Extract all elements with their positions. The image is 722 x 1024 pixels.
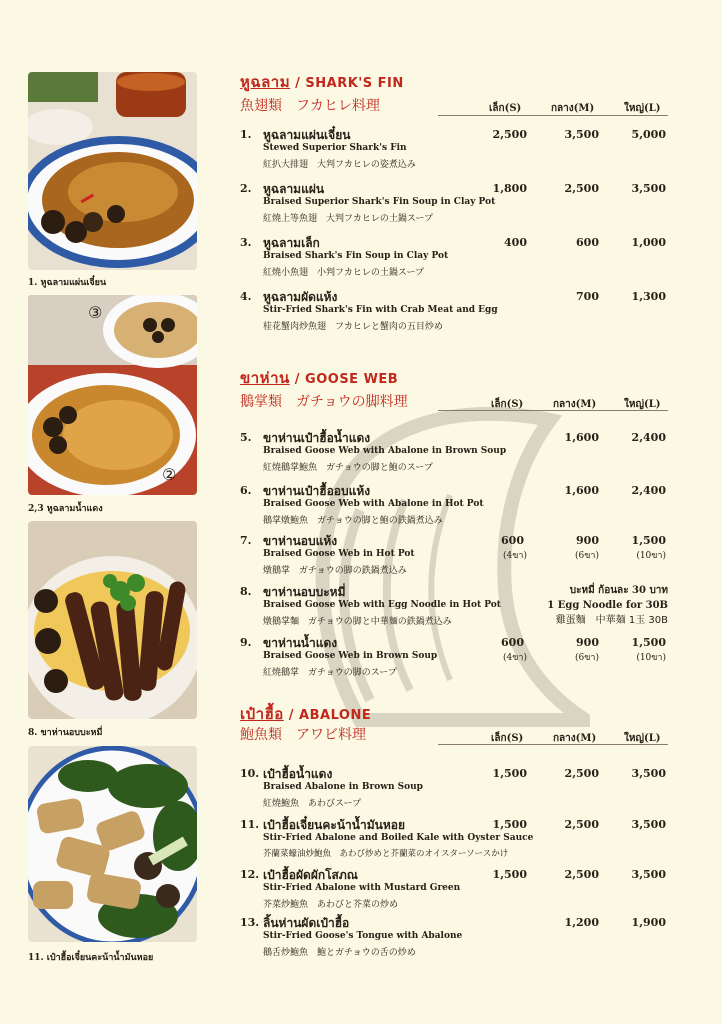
item-name-en: Braised Shark's Fin Soup in Clay Pot	[263, 251, 449, 261]
item-number: 10.	[240, 767, 260, 780]
photo-abalone-kale	[28, 746, 197, 942]
photo-caption: 11. เป๋าฮื้อเจี๋ยนคะน้าน้ำมันหอย	[28, 953, 154, 963]
price-medium: 700	[576, 290, 599, 303]
price-large: 1,500	[631, 534, 666, 547]
price-medium: 2,500	[564, 868, 599, 881]
column-large: ใหญ่(L)	[624, 399, 661, 410]
section-title-en: / SHARK'S FIN	[290, 76, 404, 91]
price-large: 1,000	[631, 236, 666, 249]
price-small: 1,500	[492, 868, 527, 881]
item-number: 13.	[240, 916, 260, 929]
section-title-abalone	[240, 702, 371, 726]
item-name-cn: 紅燒上等魚翅 大判フカヒレの土鍋スープ	[263, 214, 434, 224]
price-large: 2,400	[631, 431, 666, 444]
noodle-note-th: บะหมี่ ก้อนละ 30 บาท	[569, 585, 668, 596]
column-small: เล็ก(S)	[491, 399, 524, 410]
section-subtitle: 鮑魚類 アワビ料理	[240, 727, 366, 743]
item-number: 9.	[240, 636, 252, 649]
item-name-cn: 紅燒鮑魚 あわびスープ	[263, 799, 362, 809]
item-name-th: หูฉลามแผ่นเจี๋ยน	[263, 128, 351, 142]
pieces-medium: (6ขา)	[575, 653, 599, 663]
item-name-cn: 燉鵝掌 ガチョウの脚の鉄鍋煮込み	[263, 566, 407, 576]
pieces-medium: (6ขา)	[575, 551, 599, 561]
item-name-cn: 紅扒大排翅 大判フカヒレの姿煮込み	[263, 160, 416, 170]
item-name-th: ลิ้นห่านผัดเป๋าฮื้อ	[263, 916, 350, 930]
column-large: ใหญ่(L)	[624, 103, 661, 114]
column-small: เล็ก(S)	[489, 103, 522, 114]
item-number: 3.	[240, 236, 252, 249]
photo-caption: 1. หูฉลามแผ่นเจี๋ยน	[28, 278, 107, 288]
item-name-th: เป๋าฮื้อน้ำแดง	[263, 767, 333, 781]
item-number: 2.	[240, 182, 252, 195]
section-title-en: / ABALONE	[283, 708, 372, 723]
item-name-th: เป๋าฮื้อเจี๋ยนคะน้าน้ำมันหอย	[263, 818, 405, 832]
section-title-goose-web	[240, 366, 398, 390]
photo-stewed-sharks-fin	[28, 72, 197, 270]
price-large: 3,500	[631, 182, 666, 195]
item-name-cn: 鵝舌炒鮑魚 鮑とガチョウの舌の炒め	[263, 948, 416, 958]
item-name-cn: 燉鵝掌麵 ガチョウの脚と中華麺の鉄鍋煮込み	[263, 617, 452, 627]
price-medium: 2,500	[564, 767, 599, 780]
price-large: 3,500	[631, 767, 666, 780]
section-title-th: ขาห่าน	[240, 369, 290, 387]
pieces-small: (4ขา)	[503, 551, 527, 561]
item-name-en: Stir-Fried Abalone and Boiled Kale with Oyster Sauce	[263, 833, 534, 843]
price-large: 3,500	[631, 868, 666, 881]
item-name-cn: 紅燒鵝掌鮑魚 ガチョウの脚と鮑のスープ	[263, 463, 433, 473]
price-medium: 900	[576, 534, 599, 547]
item-name-th: หูฉลามแผ่น	[263, 182, 325, 196]
item-name-cn: 芥蘭菜蠔油炒鮑魚 あわび炒めと芥蘭菜のオイスターソースかけ	[263, 849, 509, 859]
item-number: 5.	[240, 431, 252, 444]
item-number: 11.	[240, 818, 260, 831]
item-number: 6.	[240, 484, 252, 497]
price-medium: 1,600	[564, 484, 599, 497]
pieces-large: (10ขา)	[636, 551, 666, 561]
price-large: 1,900	[631, 916, 666, 929]
item-name-en: Stir-Fried Shark's Fin with Crab Meat and Egg	[263, 305, 498, 315]
price-small: 600	[501, 636, 524, 649]
pieces-large: (10ขา)	[636, 653, 666, 663]
price-large: 1,500	[631, 636, 666, 649]
item-name-cn: 芥菜炒鮑魚 あわびと芥菜の炒め	[263, 900, 399, 910]
price-medium: 2,500	[564, 818, 599, 831]
section-title-th: หูฉลาม	[240, 73, 291, 91]
column-large: ใหญ่(L)	[624, 733, 661, 744]
item-name-en: Braised Goose Web with Abalone in Brown Soup	[263, 446, 507, 456]
noodle-note-en: 1 Egg Noodle for 30B	[547, 600, 668, 611]
item-name-en: Braised Abalone in Brown Soup	[263, 782, 423, 792]
photo-goose-web-noodle	[28, 521, 197, 719]
item-name-en: Stir-Fried Abalone with Mustard Green	[263, 883, 461, 893]
price-small: 1,800	[492, 182, 527, 195]
column-medium: กลาง(M)	[551, 103, 595, 114]
price-large: 2,400	[631, 484, 666, 497]
item-number: 1.	[240, 128, 252, 141]
marker-2: ②	[162, 465, 177, 484]
item-name-th: ขาห่านอบบะหมี่	[263, 585, 346, 599]
price-small: 400	[504, 236, 527, 249]
section-title-en: / GOOSE WEB	[289, 372, 399, 387]
noodle-addon-note	[540, 583, 668, 628]
sharks-fin-dish-image	[28, 72, 197, 270]
item-number: 4.	[240, 290, 252, 303]
photo-sharks-fin-soup	[28, 295, 197, 495]
price-medium: 3,500	[564, 128, 599, 141]
price-medium: 600	[576, 236, 599, 249]
goose-web-noodle-image	[28, 521, 197, 719]
price-small: 1,500	[492, 818, 527, 831]
price-medium: 2,500	[564, 182, 599, 195]
photo-caption: 8. ขาห่านอบบะหมี่	[28, 728, 103, 738]
pieces-small: (4ขา)	[503, 653, 527, 663]
price-small: 2,500	[492, 128, 527, 141]
column-small: เล็ก(S)	[491, 733, 524, 744]
item-name-en: Stir-Fried Goose's Tongue with Abalone	[263, 931, 463, 941]
item-name-cn: 桂花蟹肉炒魚翅 フカヒレと蟹肉の五目炒め	[263, 322, 443, 332]
item-number: 7.	[240, 534, 252, 547]
marker-3: ③	[88, 303, 103, 322]
section-title-sharks-fin	[240, 70, 404, 94]
item-name-en: Braised Goose Web in Brown Soup	[263, 651, 438, 661]
item-name-cn: 紅燒小魚翅 小判フカヒレの土鍋スープ	[263, 268, 425, 278]
item-name-th: เป๋าฮื้อผัดผักโสภณ	[263, 868, 358, 882]
item-name-en: Stewed Superior Shark's Fin	[263, 143, 407, 153]
item-name-en: Braised Goose Web with Abalone in Hot Pot	[263, 499, 484, 509]
item-name-cn: 鵝掌燉鮑魚 ガチョウの脚と鮑の鉄鍋煮込み	[263, 516, 443, 526]
column-medium: กลาง(M)	[553, 733, 597, 744]
noodle-note-cn: 雞蛋麵 中華麺 1玉 30B	[555, 615, 668, 626]
price-medium: 1,600	[564, 431, 599, 444]
price-large: 1,300	[631, 290, 666, 303]
column-medium: กลาง(M)	[553, 399, 597, 410]
item-name-cn: 紅燒鵝掌 ガチョウの脚のスープ	[263, 668, 397, 678]
item-number: 12.	[240, 868, 260, 881]
item-name-th: หูฉลามผัดแห้ง	[263, 290, 338, 304]
item-name-th: หูฉลามเล็ก	[263, 236, 320, 250]
photo-caption: 2,3 หูฉลามน้ำแดง	[28, 504, 103, 514]
price-large: 3,500	[631, 818, 666, 831]
item-name-en: Braised Goose Web with Egg Noodle in Hot Pot	[263, 600, 501, 610]
item-number: 8.	[240, 585, 252, 598]
section-title-th: เป๋าฮื้อ	[240, 705, 284, 723]
price-large: 5,000	[631, 128, 666, 141]
item-name-th: ขาห่านเป๋าฮื้อน้ำแดง	[263, 431, 371, 445]
price-small: 1,500	[492, 767, 527, 780]
price-small: 600	[501, 534, 524, 547]
item-name-th: ขาห่านน้ำแดง	[263, 636, 338, 650]
item-name-th: ขาห่านอบแห้ง	[263, 534, 338, 548]
price-medium: 900	[576, 636, 599, 649]
abalone-kale-image	[28, 746, 197, 942]
item-name-th: ขาห่านเป๋าฮื้ออบแห้ง	[263, 484, 371, 498]
price-medium: 1,200	[564, 916, 599, 929]
section-subtitle: 鵝掌類 ガチョウの脚料理	[240, 394, 408, 410]
item-name-en: Braised Superior Shark's Fin Soup in Clay Pot	[263, 197, 496, 207]
item-name-en: Braised Goose Web in Hot Pot	[263, 549, 415, 559]
section-subtitle: 魚翅類 フカヒレ料理	[240, 98, 380, 114]
